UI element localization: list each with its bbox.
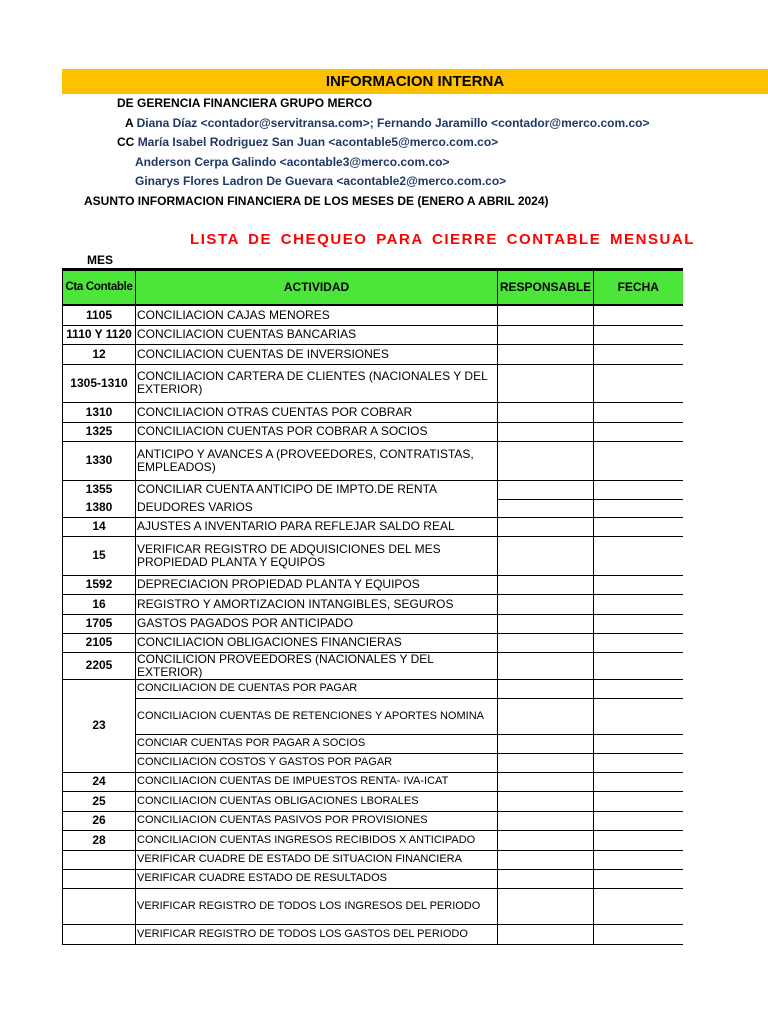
responsable-cell[interactable] <box>498 850 594 869</box>
table-row <box>63 594 683 614</box>
responsable-cell[interactable] <box>498 536 594 575</box>
fecha-cell[interactable] <box>594 698 683 734</box>
responsable-cell[interactable] <box>498 652 594 679</box>
responsable-cell[interactable] <box>498 517 594 536</box>
fecha-cell[interactable] <box>594 772 683 791</box>
header-de-line <box>117 96 372 110</box>
cc-label: CC <box>117 135 135 149</box>
row-activity: CONCILIACION CUENTAS BANCARIAS <box>136 325 498 344</box>
fecha-cell[interactable] <box>594 811 683 830</box>
table-row <box>63 480 683 499</box>
de-value: GERENCIA FINANCIERA GRUPO MERCO <box>137 96 373 110</box>
row-activity: CONCILIACION CUENTAS OBLIGACIONES LBORALES <box>136 791 498 811</box>
table-row <box>63 325 683 344</box>
fecha-cell[interactable] <box>594 480 683 499</box>
row-activity: VERIFICAR REGISTRO DE TODOS LOS INGRESOS DEL PERIODO <box>136 888 498 924</box>
fecha-cell[interactable] <box>594 614 683 633</box>
col-header-fecha: FECHA <box>594 270 683 306</box>
fecha-cell[interactable] <box>594 652 683 679</box>
a-value: Diana Díaz <contador@servitransa.com>; Fernando Jaramillo <contador@merco.com.co> <box>136 116 650 130</box>
row-code: 1305-1310 <box>63 364 136 402</box>
row-code <box>63 850 136 869</box>
col-header-responsable: RESPONSABLE <box>498 270 594 306</box>
row-code: 1592 <box>63 575 136 594</box>
checklist-title: LISTA DE CHEQUEO PARA CIERRE CONTABLE MENSUAL <box>190 231 695 248</box>
row-code <box>63 924 136 944</box>
row-code: 12 <box>63 344 136 364</box>
fecha-cell[interactable] <box>594 888 683 924</box>
table-row <box>63 869 683 888</box>
row-activity: CONCILIACION OBLIGACIONES FINANCIERAS <box>136 633 498 652</box>
row-code: 1380 <box>63 499 136 517</box>
fecha-cell[interactable] <box>594 679 683 698</box>
table-row <box>63 344 683 364</box>
row-activity: CONCILIACION CUENTAS DE IMPUESTOS RENTA- IVA-ICAT <box>136 772 498 791</box>
table-row <box>63 441 683 480</box>
table-row <box>63 830 683 850</box>
row-code: 2105 <box>63 633 136 652</box>
responsable-cell[interactable] <box>498 441 594 480</box>
table-row <box>63 888 683 924</box>
row-activity: REGISTRO Y AMORTIZACION INTANGIBLES, SEGUROS <box>136 594 498 614</box>
responsable-cell[interactable] <box>498 753 594 772</box>
row-code: 25 <box>63 791 136 811</box>
row-activity: CONCIAR CUENTAS POR PAGAR A SOCIOS <box>136 734 498 753</box>
responsable-cell[interactable] <box>498 344 594 364</box>
table-row <box>63 734 683 753</box>
a-label: A <box>125 116 134 130</box>
responsable-cell[interactable] <box>498 830 594 850</box>
responsable-cell[interactable] <box>498 888 594 924</box>
responsable-cell[interactable] <box>498 594 594 614</box>
table-row <box>63 679 683 698</box>
responsable-cell[interactable] <box>498 575 594 594</box>
cc-recipient-2: Anderson Cerpa Galindo <acontable3@merco.com.co> <box>135 155 450 169</box>
table-row <box>63 305 683 325</box>
de-label: DE <box>117 96 134 110</box>
row-activity: VERIFICAR CUADRE ESTADO DE RESULTADOS <box>136 869 498 888</box>
responsable-cell[interactable] <box>498 679 594 698</box>
responsable-cell[interactable] <box>498 924 594 944</box>
row-activity: CONCILIACION CUENTAS DE RETENCIONES Y APORTES NOMINA <box>136 698 498 734</box>
table-row <box>63 924 683 944</box>
row-code: 24 <box>63 772 136 791</box>
row-activity: CONCILIACION COSTOS Y GASTOS POR PAGAR <box>136 753 498 772</box>
row-code: 2205 <box>63 652 136 679</box>
table-row <box>63 517 683 536</box>
fecha-cell[interactable] <box>594 594 683 614</box>
fecha-cell[interactable] <box>594 850 683 869</box>
row-code: 1325 <box>63 422 136 441</box>
fecha-cell[interactable] <box>594 364 683 402</box>
row-code-merged: 23 <box>63 679 136 772</box>
table-row <box>63 811 683 830</box>
row-activity: CONCILIACION OTRAS CUENTAS POR COBRAR <box>136 402 498 422</box>
table-row <box>63 753 683 772</box>
row-activity: VERIFICAR REGISTRO DE TODOS LOS GASTOS DEL PERIODO <box>136 924 498 944</box>
fecha-cell[interactable] <box>594 575 683 594</box>
fecha-cell[interactable] <box>594 325 683 344</box>
responsable-cell[interactable] <box>498 402 594 422</box>
table-row <box>63 698 683 734</box>
row-activity: CONCILIACION DE CUENTAS POR PAGAR <box>136 679 498 698</box>
responsable-cell[interactable] <box>498 364 594 402</box>
row-activity: VERIFICAR CUADRE DE ESTADO DE SITUACION FINANCIERA <box>136 850 498 869</box>
table-row <box>63 536 683 575</box>
table-row <box>63 614 683 633</box>
row-activity: AJUSTES A INVENTARIO PARA REFLEJAR SALDO REAL <box>136 517 498 536</box>
row-activity: CONCILICION PROVEEDORES (NACIONALES Y DEL EXTERIOR) <box>136 652 498 679</box>
row-activity: DEPRECIACION PROPIEDAD PLANTA Y EQUIPOS <box>136 575 498 594</box>
table-row <box>63 575 683 594</box>
row-code: 1105 <box>63 305 136 325</box>
asunto-value: INFORMACION FINANCIERA DE LOS MESES DE (ENERO A ABRIL 2024) <box>137 194 549 208</box>
row-activity: CONCILIACION CUENTAS DE INVERSIONES <box>136 344 498 364</box>
table-row <box>63 850 683 869</box>
cc-recipient-3: Ginarys Flores Ladron De Guevara <acontable2@merco.com.co> <box>135 174 507 188</box>
row-activity: ANTICIPO Y AVANCES A (PROVEEDORES, CONTRATISTAS, EMPLEADOS) <box>136 441 498 480</box>
row-code: 14 <box>63 517 136 536</box>
row-code: 1355 <box>63 480 136 499</box>
fecha-cell[interactable] <box>594 305 683 325</box>
responsable-cell[interactable] <box>498 811 594 830</box>
row-activity: CONCILIACION CAJAS MENORES <box>136 305 498 325</box>
table-row <box>63 422 683 441</box>
banner-title: INFORMACION INTERNA <box>62 69 768 94</box>
fecha-cell[interactable] <box>594 344 683 364</box>
row-activity: CONCILIACION CARTERA DE CLIENTES (NACIONALES Y DEL EXTERIOR) <box>136 364 498 402</box>
table-row <box>63 402 683 422</box>
row-code: 1110 Y 1120 <box>63 325 136 344</box>
fecha-cell[interactable] <box>594 402 683 422</box>
fecha-cell[interactable] <box>594 753 683 772</box>
row-activity: CONCILIACION CUENTAS PASIVOS POR PROVISIONES <box>136 811 498 830</box>
row-activity: DEUDORES VARIOS <box>136 499 498 517</box>
fecha-cell[interactable] <box>594 869 683 888</box>
col-header-cta: Cta Contable <box>63 270 136 306</box>
mes-label: MES <box>87 253 114 267</box>
fecha-cell[interactable] <box>594 422 683 441</box>
responsable-cell[interactable] <box>498 698 594 734</box>
row-code: 1330 <box>63 441 136 480</box>
header-cc-line <box>117 135 498 149</box>
checklist-table <box>62 268 683 945</box>
row-code: 16 <box>63 594 136 614</box>
header-a-line <box>125 116 649 130</box>
fecha-cell[interactable] <box>594 536 683 575</box>
responsable-cell[interactable] <box>498 325 594 344</box>
row-code: 1310 <box>63 402 136 422</box>
row-code <box>63 888 136 924</box>
table-row <box>63 499 683 517</box>
asunto-label: ASUNTO <box>84 194 135 208</box>
fecha-cell[interactable] <box>594 734 683 753</box>
row-code: 26 <box>63 811 136 830</box>
cc-recipient-1: María Isabel Rodriguez San Juan <acontable5@merco.com.co> <box>137 135 499 149</box>
row-activity: CONCILIAR CUENTA ANTICIPO DE IMPTO.DE RENTA <box>136 480 498 499</box>
row-code: 15 <box>63 536 136 575</box>
row-code: 1705 <box>63 614 136 633</box>
header-asunto-line <box>84 194 549 208</box>
responsable-cell[interactable] <box>498 499 594 517</box>
row-activity: VERIFICAR REGISTRO DE ADQUISICIONES DEL MES PROPIEDAD PLANTA Y EQUIPOS <box>136 536 498 575</box>
row-activity: CONCILIACION CUENTAS POR COBRAR A SOCIOS <box>136 422 498 441</box>
table-row <box>63 772 683 791</box>
fecha-cell[interactable] <box>594 441 683 480</box>
row-activity: CONCILIACION CUENTAS INGRESOS RECIBIDOS X ANTICIPADO <box>136 830 498 850</box>
fecha-cell[interactable] <box>594 633 683 652</box>
table-row <box>63 652 683 679</box>
row-activity: GASTOS PAGADOS POR ANTICIPADO <box>136 614 498 633</box>
fecha-cell[interactable] <box>594 791 683 811</box>
col-header-actividad: ACTIVIDAD <box>136 270 498 306</box>
table-header-row <box>63 270 683 306</box>
fecha-cell[interactable] <box>594 830 683 850</box>
fecha-cell[interactable] <box>594 517 683 536</box>
row-code <box>63 869 136 888</box>
fecha-cell[interactable] <box>594 924 683 944</box>
fecha-cell[interactable] <box>594 499 683 517</box>
row-code: 28 <box>63 830 136 850</box>
responsable-cell[interactable] <box>498 614 594 633</box>
responsable-cell[interactable] <box>498 734 594 753</box>
responsable-cell[interactable] <box>498 772 594 791</box>
responsable-cell[interactable] <box>498 869 594 888</box>
table-row <box>63 633 683 652</box>
responsable-cell[interactable] <box>498 422 594 441</box>
table-row <box>63 791 683 811</box>
responsable-cell[interactable] <box>498 305 594 325</box>
responsable-cell[interactable] <box>498 480 594 499</box>
responsable-cell[interactable] <box>498 791 594 811</box>
responsable-cell[interactable] <box>498 633 594 652</box>
table-row <box>63 364 683 402</box>
